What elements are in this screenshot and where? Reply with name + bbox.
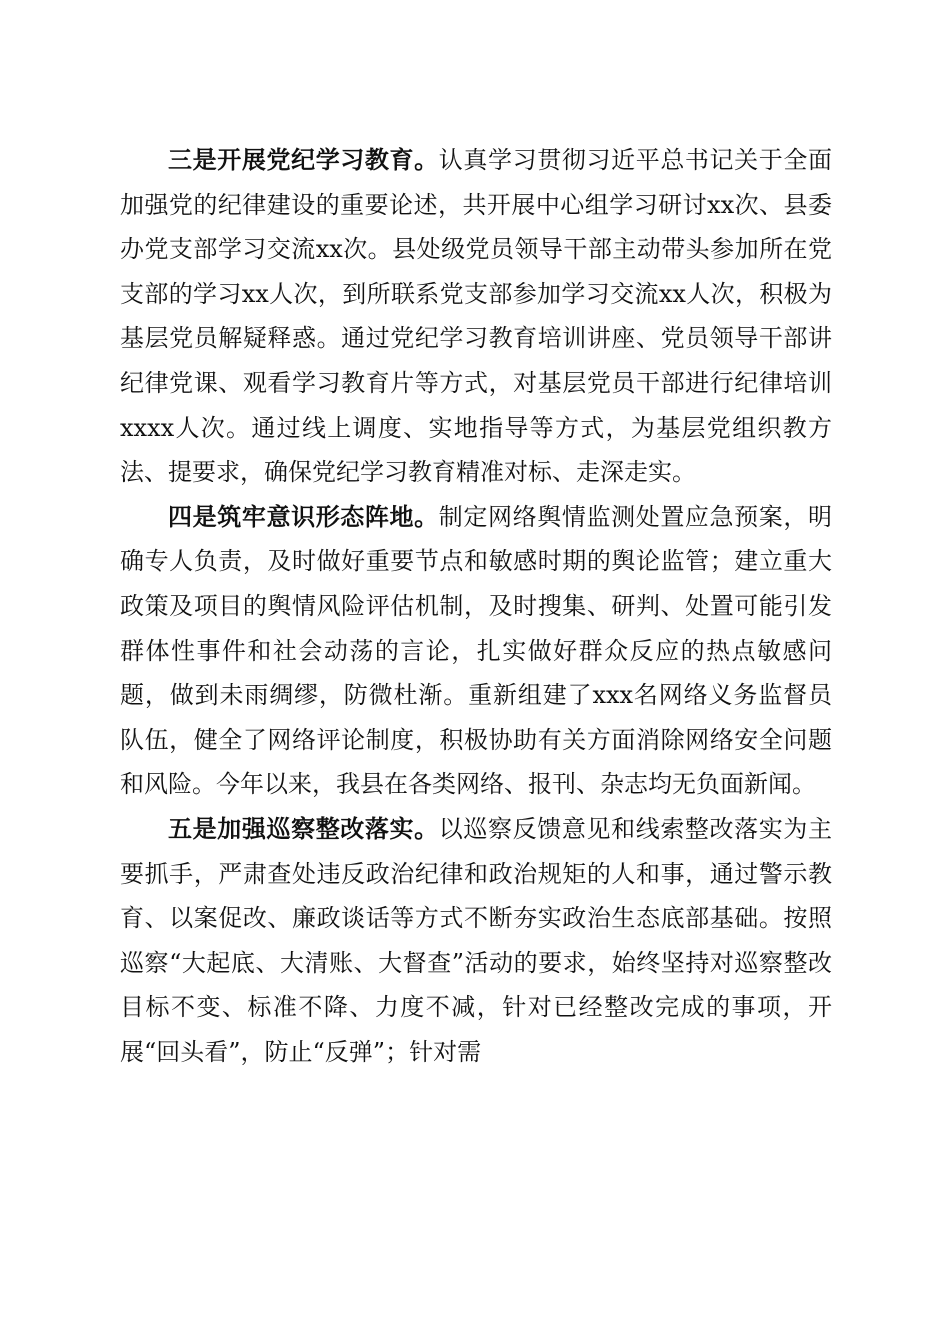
paragraph-party-discipline-education [120, 138, 832, 495]
paragraph-heading: 五是加强巡察整改落实。 [168, 814, 439, 843]
paragraph-ideology-position [120, 495, 832, 807]
paragraph-heading: 三是开展党纪学习教育。 [168, 146, 439, 174]
paragraph-text: 制定网络舆情监测处置应急预案，明确专人负责，及时做好重要节点和敏感时期的舆论监管；建立重大政策及项目的舆情风险评估机制，及时搜集、研判、处置可能引发群体性事件和社会动荡的言论，扎实做好群众反应的热点敏感问题，做到未雨绸缪，防微杜渐。重新组建了xxx名网络义务监督员队伍，健全了网络评论制度，积极协助有关方面消除网络安全问题和风险。今年以来，我县在各类网络、报刊、杂志均无负面新闻。 [120, 502, 833, 799]
paragraph-inspection-rectification [120, 807, 832, 1075]
paragraph-text: 认真学习贯彻习近平总书记关于全面加强党的纪律建设的重要论述，共开展中心组学习研讨xx次、县委办党支部学习交流xx次。县处级党员领导干部主动带头参加所在党支部的学习xx人次，到所联系党支部参加学习交流xx人次，积极为基层党员解疑释惑。通过党纪学习教育培训讲座、党员领导干部讲纪律党课、观看学习教育片等方式，对基层党员干部进行纪律培训xxxx人次。通过线上调度、实地指导等方式，为基层党组织教方法、提要求，确保党纪学习教育精准对标、走深走实。 [120, 146, 833, 487]
paragraph-heading: 四是筑牢意识形态阵地。 [168, 502, 439, 531]
document-body [120, 138, 832, 1074]
paragraph-text: 以巡察反馈意见和线索整改落实为主要抓手，严肃查处违反政治纪律和政治规矩的人和事，通过警示教育、以案促改、廉政谈话等方式不断夯实政治生态底部基础。按照巡察“大起底、大清账、大督查”活动的要求，始终坚持对巡察整改目标不变、标准不降、力度不减，针对已经整改完成的事项，开展“回头看”，防止“反弹”；针对需 [120, 814, 833, 1066]
